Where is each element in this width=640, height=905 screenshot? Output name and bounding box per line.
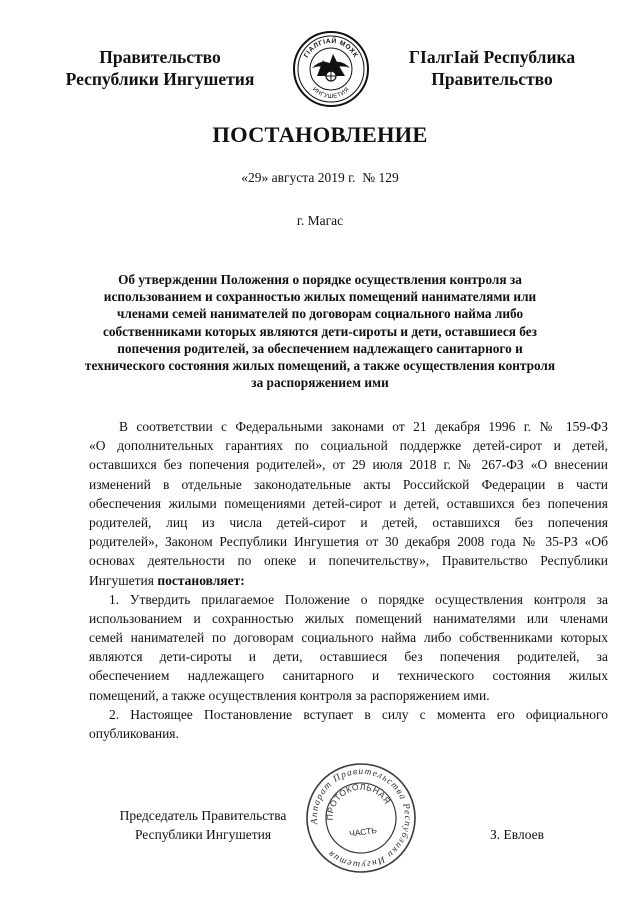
document-body: [89, 417, 608, 743]
emblem-text-bottom: ИНГУШЕТИЯ: [310, 86, 352, 101]
official-seal-stamp: [303, 760, 419, 876]
subject-line: собственниками которых являются дети-сироты и дети, оставшиеся без: [102, 323, 538, 339]
header-left-block: [48, 46, 272, 90]
header-right-line2: Правительство: [431, 69, 553, 89]
header-left-line2: Республики Ингушетия: [65, 69, 255, 89]
svg-text:Аппарат Правительства Республи: [303, 760, 418, 875]
subject-line: членами семей нанимателей по договорам социального найма либо: [116, 306, 524, 322]
svg-text:ИНГУШЕТИЯ: [311, 87, 351, 101]
document-dateline: [0, 170, 640, 186]
coat-of-arms-emblem: [292, 30, 370, 108]
document-date: «29» августа 2019 г.: [241, 170, 356, 185]
item1-line: 1. Утвердить прилагаемое Положение о порядке осуществления контроля за: [109, 591, 608, 607]
subject-line: за распоряжением ими: [251, 375, 389, 391]
signatory-position-line2: Республики Ингушетия: [134, 826, 272, 842]
resolves-keyword: постановляет:: [157, 572, 245, 588]
body-text-fragment: Ингушетия: [89, 572, 154, 588]
stamp-part-text: ЧАСТЬ: [348, 824, 378, 839]
stamp-graphic: [303, 760, 419, 876]
subject-line: технического состояния жилых помещений, а также осуществления контроля: [84, 358, 556, 374]
item1-line-last: помещений, а также осуществления контроля за распоряжением ими.: [89, 687, 490, 703]
emblem-graphic: [292, 30, 370, 108]
subject-line: Об утверждении Положения о порядке осуществления контроля за: [118, 272, 522, 287]
item2-line-last: опубликования.: [89, 726, 179, 741]
stamp-inner-text: ПРОТОКОЛЬНАЯ: [324, 781, 393, 821]
body-line: В соответствии с Федеральными законами от 21 декабря 1996 г. № 159-ФЗ: [119, 419, 608, 434]
body-line: обеспечения жилыми помещениями детей-сирот и детей, оставшихся без попечения: [89, 495, 608, 511]
item1-line: семей нанимателей по договорам социального найма либо собственниками которых: [89, 630, 608, 646]
header-right-block: [384, 46, 600, 90]
document-city: г. Магас: [296, 213, 344, 228]
item1-line: использованием и сохранностью жилых помещений нанимателями или членами: [89, 610, 608, 626]
document-subject: [80, 271, 560, 391]
document-number: 129: [378, 170, 399, 185]
document-title: ПОСТАНОВЛЕНИЕ: [212, 122, 428, 147]
subject-line: использованием и сохранностью жилых помещений нанимателями или: [103, 289, 537, 305]
body-line: родителей», Законом Республики Ингушетия от 30 декабря 2008 года № 35-РЗ «Об: [89, 534, 608, 550]
number-sign: №: [362, 170, 376, 185]
emblem-text-top: ГIАЛГIАЙ МОХК: [302, 37, 360, 60]
item1-line: обеспечением надлежащего санитарного и технического состояния жилых: [89, 668, 608, 684]
item2-line: 2. Настоящее Постановление вступает в силу с момента его официального: [109, 706, 608, 722]
body-line: основах деятельности по опеке и попечительству», Правительство Республики: [89, 553, 608, 569]
signatory-position-line1: Председатель Правительства: [119, 808, 287, 823]
item1-line: являются дети-сироты и дети, оставшиеся без попечения родителей, за: [89, 649, 608, 665]
body-line-last: [89, 571, 608, 590]
signatory-name: З. Евлоев: [490, 827, 544, 842]
subject-line: попечения родителей, за обеспечением надлежащего санитарного и: [117, 340, 523, 356]
body-line: оставшихся без попечения родителей», от 29 июля 2018 г. № 267-ФЗ «О внесении: [89, 457, 608, 473]
signatory-position: [103, 807, 303, 844]
body-line: родителей, лиц из числа детей-сирот и детей, оставшихся без попечения: [89, 514, 608, 530]
header-right-line1: ГIалгIай Республика: [408, 47, 576, 67]
stamp-outer-text: Аппарат Правительства Республики Ингушетия: [309, 766, 413, 870]
header-left-line1: Правительство: [99, 47, 221, 67]
body-line: «О дополнительных гарантиях по социальной поддержке детей-сирот и детей,: [89, 438, 608, 454]
body-line: изменений в отдельные законодательные акты Российской Федерации в части: [89, 476, 608, 492]
